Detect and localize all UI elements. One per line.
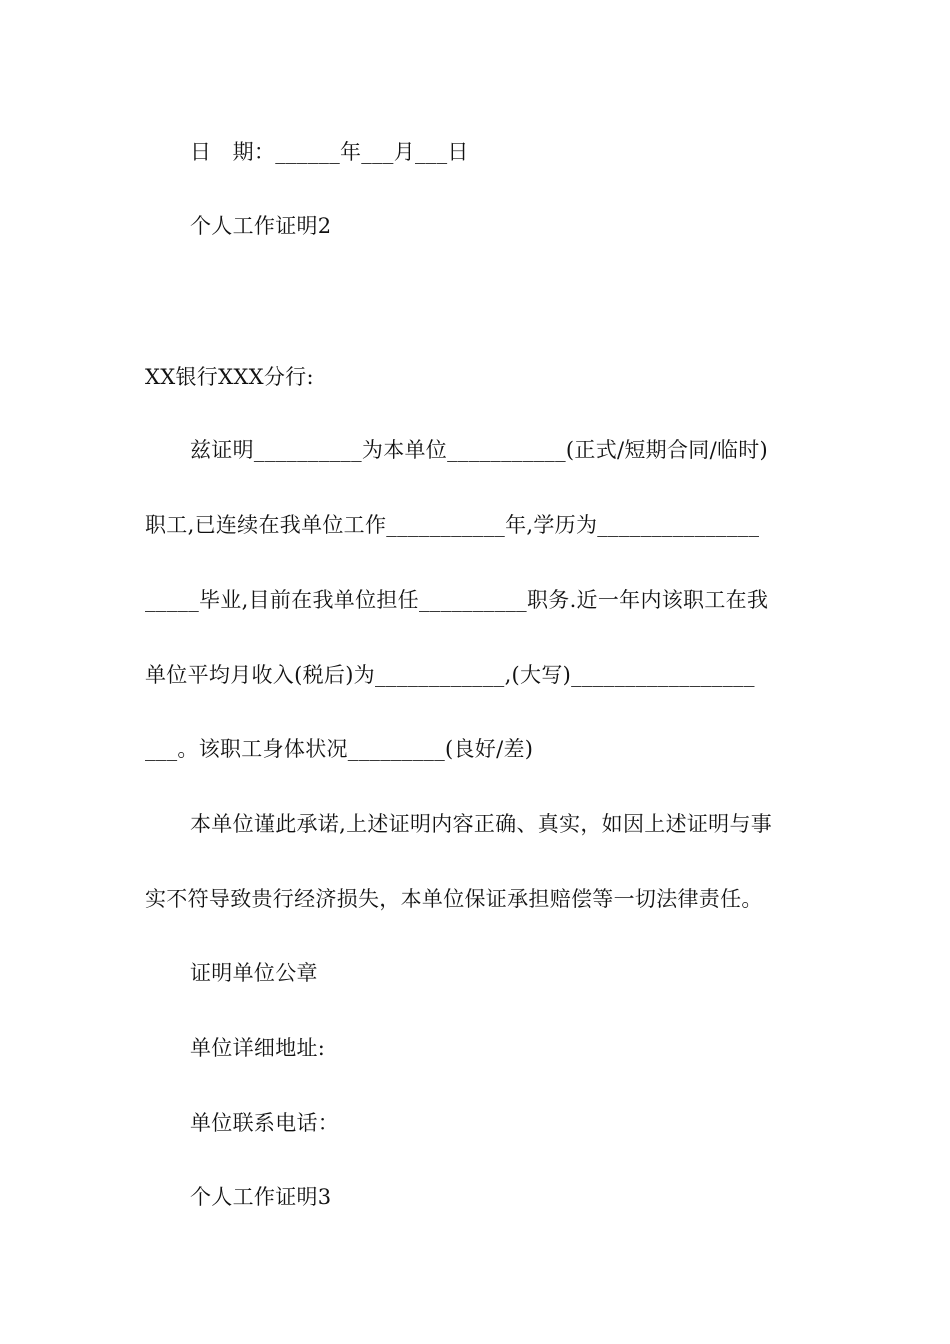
commitment-line-2: 实不符导致贵行经济损失，本单位保证承担赔偿等一切法律责任。 [145,887,763,911]
addressee-line: XX银行XXX分行: [145,365,314,389]
certificate-heading-3: 个人工作证明3 [190,1185,332,1209]
commitment-line-1: 本单位谨此承诺,上述证明内容正确、真实，如因上述证明与事 [190,812,773,836]
body-line-2: 职工,已连续在我单位工作___________年,学历为_______________ [145,513,760,537]
certificate-heading-2: 个人工作证明2 [190,214,332,238]
body-line-3: _____毕业,目前在我单位担任__________职务.近一年内该职工在我 [145,588,769,612]
body-line-5: ___。该职工身体状况_________(良好/差) [145,737,534,761]
phone-label: 单位联系电话： [190,1111,340,1135]
address-label: 单位详细地址: [190,1036,326,1060]
date-line: 日 期：______年___月___日 [190,140,469,164]
seal-label: 证明单位公章 [190,961,318,985]
body-line-4: 单位平均月收入(税后)为____________,(大写)_________________ [145,663,755,687]
body-line-1: 兹证明__________为本单位___________(正式/短期合同/临时) [190,438,769,462]
